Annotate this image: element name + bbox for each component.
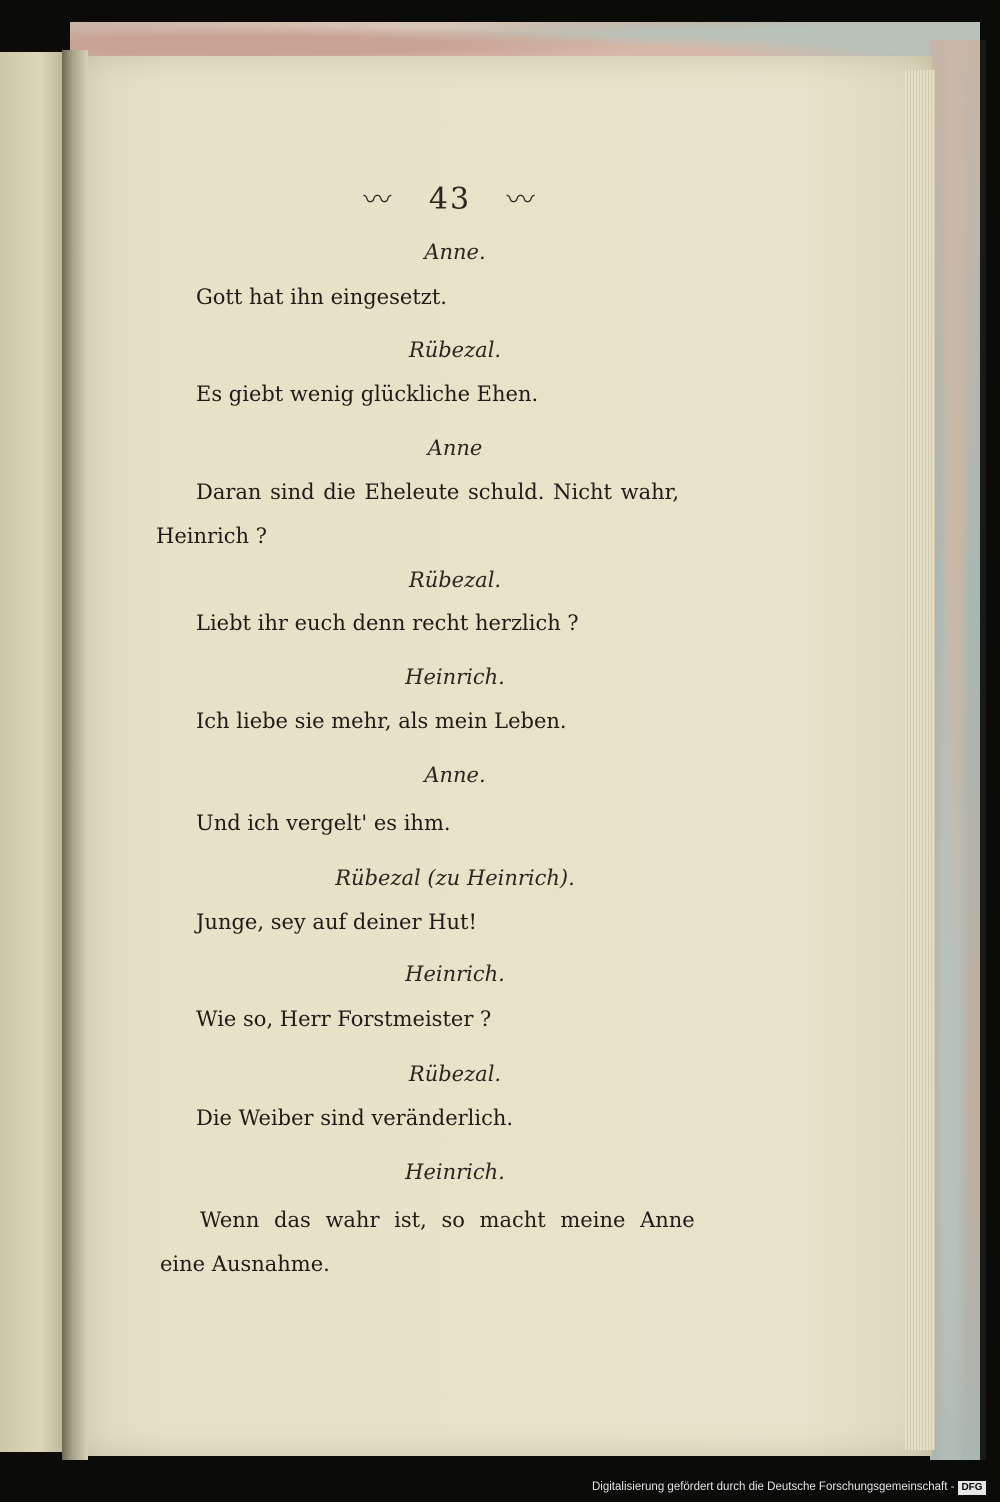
ornament-right: 〰	[506, 183, 537, 216]
speaker-name: Anne.	[424, 763, 486, 787]
speaker-name: Heinrich.	[405, 1160, 505, 1184]
dialogue-line: Junge, sey auf deiner Hut!	[196, 910, 477, 934]
dialogue-line: Es giebt wenig glückliche Ehen.	[196, 382, 539, 406]
dialogue-line: Wie so, Herr Forstmeister ?	[196, 1007, 492, 1031]
dialogue-line: Wenn das wahr ist, so macht meine Anne	[200, 1208, 695, 1232]
left-page-edge	[0, 52, 66, 1452]
dialogue-line: Gott hat ihn eingesetzt.	[196, 285, 447, 309]
speaker-name: Rübezal (zu Heinrich).	[335, 866, 575, 890]
credit-text: Digitalisierung gefördert durch die Deutsche Forschungsgemeinschaft -	[592, 1481, 955, 1493]
dialogue-line: eine Ausnahme.	[160, 1252, 330, 1276]
ornament-left: 〰	[363, 183, 394, 216]
speaker-name: Rübezal.	[408, 1062, 502, 1086]
book-page	[80, 56, 932, 1456]
dialogue-line: Heinrich ?	[156, 524, 267, 548]
dialogue-line: Daran sind die Eheleute schuld. Nicht wahr,	[196, 480, 680, 504]
speaker-name: Rübezal.	[408, 568, 502, 592]
page-edges	[905, 70, 935, 1450]
digitization-credit	[592, 1477, 996, 1497]
speaker-name: Anne.	[424, 240, 486, 264]
book-gutter	[62, 50, 88, 1460]
speaker-name: Anne	[427, 436, 483, 460]
dfg-logo: DFG	[958, 1481, 985, 1495]
dialogue-line: Die Weiber sind veränderlich.	[196, 1106, 514, 1130]
page-header	[340, 178, 560, 218]
marbled-cover-right	[930, 40, 986, 1460]
speaker-name: Heinrich.	[405, 962, 505, 986]
dialogue-line: Ich liebe sie mehr, als mein Leben.	[196, 709, 567, 733]
dialogue-line: Und ich vergelt' es ihm.	[196, 811, 451, 835]
speaker-name: Heinrich.	[405, 665, 505, 689]
page-number: 43	[428, 182, 472, 217]
speaker-name: Rübezal.	[408, 338, 502, 362]
dialogue-line: Liebt ihr euch denn recht herzlich ?	[196, 611, 579, 635]
